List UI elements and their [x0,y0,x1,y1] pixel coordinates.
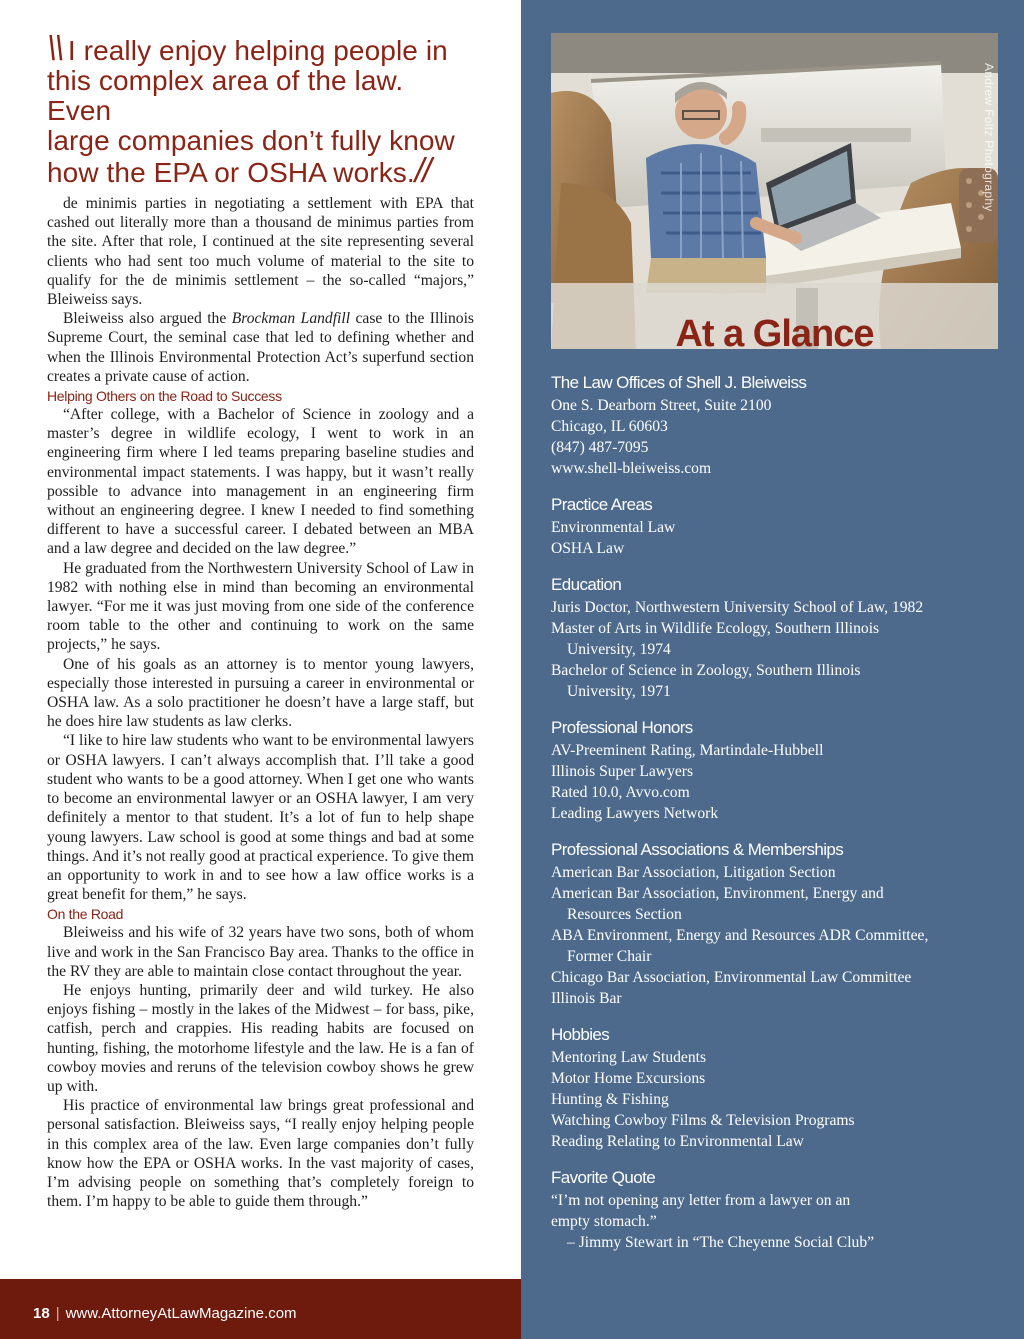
quote-title: Favorite Quote [551,1168,656,1187]
education-title: Education [551,575,622,594]
firm-city: Chicago, IL 60603 [551,418,668,435]
associations-title: Professional Associations & Memberships [551,840,844,859]
section-heading: On the Road [47,906,124,923]
article-paragraph: Bleiweiss and his wife of 32 years have two sons, both of whom live and work in the San Francisco Bay area. Thanks to the office in the RV they are able to maintain close contact throughout the year. [47,924,474,980]
pull-quote-line: I really enjoy helping people in [67,35,448,66]
hobby-item: Mentoring Law Students [551,1049,707,1066]
honors-title: Professional Honors [551,718,693,737]
hobby-item: Watching Cowboy Films & Television Programs [551,1112,855,1129]
associations-block [551,840,1011,1009]
at-a-glance-sidebar [521,0,1024,1339]
honor-item: Leading Lawyers Network [551,805,719,822]
footer-separator: | [55,1305,60,1322]
photo-illustration [551,33,998,349]
paragraph-text: Bleiweiss also argued the [63,310,232,328]
photo-credit: Andrew Foltz Photography [982,63,996,212]
hobby-item: Reading Relating to Environmental Law [551,1133,804,1150]
practice-block [551,495,1011,559]
close-quote-mark: // [414,152,430,190]
firm-website[interactable]: www.shell-bleiweiss.com [551,460,712,477]
firm-block [551,373,1011,479]
association-item: Illinois Bar [551,990,622,1007]
quote-attribution: – Jimmy Stewart in “The Cheyenne Social Club” [567,1234,875,1251]
pull-quote-line: how the EPA or OSHA works. [47,157,415,188]
page-footer [0,1279,521,1339]
association-item: ABA Environment, Energy and Resources ADR Committee, [551,927,929,944]
footer-website[interactable]: www.AttorneyAtLawMagazine.com [65,1305,297,1322]
association-item: American Bar Association, Litigation Section [551,864,836,881]
firm-address: One S. Dearborn Street, Suite 2100 [551,397,772,414]
practice-title: Practice Areas [551,495,653,514]
article-body [47,194,474,1211]
practice-item: OSHA Law [551,540,625,557]
rv-office-photo [551,33,998,349]
section-heading: Helping Others on the Road to Success [47,388,282,405]
pull-quote-line: this complex area of the law. Even [47,65,404,126]
quote-line: “I’m not opening any letter from a lawyer on an [551,1192,851,1209]
article-paragraph: “After college, with a Bachelor of Science in zoology and a master’s degree in wildlife ecology, I went to work in an engineering firm where I led teams preparing baseline studies and environmental impact statements. I was happy, but it wasn’t really possible to advance into management in an engineering firm without an engineering degree. I knew I needed to find something different to have a successful career. I debated between an MBA and a law degree and decided on the law degree.” [47,406,474,558]
education-block [551,575,1011,702]
quote-block [551,1168,1011,1253]
education-item-cont: University, 1974 [567,641,671,658]
page-number: 18 [33,1305,50,1322]
firm-title: The Law Offices of Shell J. Bleiweiss [551,373,807,392]
article-paragraph: His practice of environmental law brings great professional and personal satisfaction. Bleiweiss says, “I really enjoy helping people in this complex area of the law. Even large companies don’t fully know how the EPA or OSHA works. In the vast majority of cases, I’m advising people on something that’s completely foreign to them. I’m happy to be able to guide them through.” [47,1097,474,1211]
article-column [47,30,474,1211]
association-item-cont: Former Chair [567,948,652,965]
article-paragraph: He graduated from the Northwestern University School of Law in 1982 with nothing else in mind than becoming an environmental lawyer. “For me it was just moving from one side of the conference room table to the other and continuing to work on the same projects,” he says. [47,559,474,654]
honor-item: AV-Preeminent Rating, Martindale-Hubbell [551,742,824,759]
practice-item: Environmental Law [551,519,676,536]
article-paragraph: “I like to hire law students who want to be environmental lawyers or OSHA lawyers. I can’t always accomplish that. I’ll take a good student who wants to be a good attorney. When I get one who wants to become an environmental lawyer or an OSHA lawyer, I am very definitely a mentor to that student. It’s a lot of fun to help shape young lawyers. Law school is good at some things and bad at some things. And it’s not really good at practical experience. To give them an opportunity to work in and to see how a law office works is a great benefit for them,” he says. [47,732,474,904]
article-paragraph: One of his goals as an attorney is to mentor young lawyers, especially those interested in pursuing a career in environmental or OSHA law. As a solo practitioner he doesn’t have a large staff, but he does hire law students as law clerks. [47,655,474,731]
hobby-item: Motor Home Excursions [551,1070,706,1087]
pull-quote-line: large companies don’t fully know [47,125,455,156]
education-item-cont: University, 1971 [567,683,671,700]
open-quote-mark: \\ [47,30,62,68]
education-item: Bachelor of Science in Zoology, Southern Illinois [551,662,861,679]
article-paragraph: de minimis parties in negotiating a settlement with EPA that cashed out literally more than a thousand de minimus parties from the site. After that role, I continued at the site representing several clients who had sent too much volume of material to the site to qualify for the de minimis settlement – the so-called “majors,” Bleiweiss says. [47,195,474,309]
honor-item: Rated 10.0, Avvo.com [551,784,690,801]
hobbies-title: Hobbies [551,1025,610,1044]
firm-phone: (847) 487-7095 [551,439,649,456]
article-paragraph [47,309,474,386]
at-a-glance-heading: At a Glance [675,313,874,349]
honor-item: Illinois Super Lawyers [551,763,694,780]
pull-quote [47,30,474,190]
education-item: Master of Arts in Wildlife Ecology, Southern Illinois [551,620,880,637]
association-item-cont: Resources Section [567,906,682,923]
article-paragraph: He enjoys hunting, primarily deer and wild turkey. He also enjoys fishing – mostly in the lakes of the Midwest – for bass, pike, catfish, perch and crappies. His reading habits are focused on hunting, fishing, the motorhome lifestyle and the law. He is a fan of cowboy movies and reruns of the television cowboy shows he grew up with. [47,981,474,1095]
glance-info [551,373,1011,1269]
association-item: American Bar Association, Environment, Energy and [551,885,884,902]
education-item: Juris Doctor, Northwestern University School of Law, 1982 [551,599,924,616]
paragraph-text: case to the Illinois Supreme Court, the seminal case that led to defining whether and when the Illinois Environmental Protection Act’s superfund section creates a private cause of action. [47,310,474,385]
quote-line: empty stomach.” [551,1213,657,1230]
hobbies-block [551,1025,1011,1152]
hobby-item: Hunting & Fishing [551,1091,669,1108]
case-name: Brockman Landfill [231,310,351,328]
honors-block [551,718,1011,824]
association-item: Chicago Bar Association, Environmental Law Committee [551,969,912,986]
